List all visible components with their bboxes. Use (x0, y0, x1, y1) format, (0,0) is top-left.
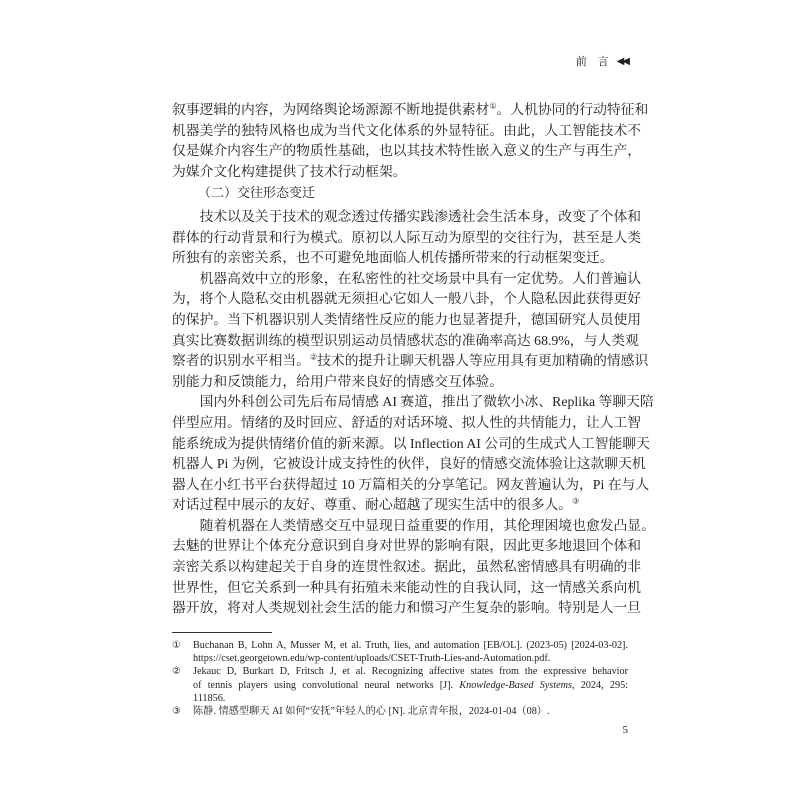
running-header (576, 53, 628, 69)
text-segment: 群体的行动背景和行为模式。原初以人际互动为原型的交往行为，甚至是人类 (172, 229, 642, 245)
text-segment: 仅是媒介内容生产的物质性基础，也以其技术特性嵌入意义的生产与再生产， (172, 143, 642, 159)
footnote-divider (172, 632, 272, 633)
text-line (172, 454, 646, 475)
text-segment: 察者的识别水平相当。 (172, 353, 310, 369)
footnote-number: ① (172, 640, 181, 651)
text-segment: 技术以及关于技术的观念透过传播实践渗透社会生活本身，改变了个体和 (199, 208, 642, 224)
footnote-line: https://cset.georgetown.edu/wp-content/uploads/CSET-Truth-Lies-and-Automation.pdf. (193, 653, 551, 665)
footnote (172, 639, 628, 665)
text-segment: 器人在小红书平台获得超过 10 万篇相关的分享笔记。网友普遍认为，Pi 在与人 (172, 476, 650, 492)
page-number: 5 (622, 724, 628, 736)
text-line (172, 228, 642, 249)
text-segment: 去魅的世界让个体充分意识到自身对世界的影响有限，因此更多地退回个体和 (172, 538, 642, 554)
text-segment: 机器高效中立的形象，在私密性的社交场景中具有一定优势。人们普遍认 (199, 270, 642, 286)
paragraph (172, 207, 642, 269)
text-line (172, 372, 628, 393)
text-segment: 伴型应用。情绪的及时回应、舒适的对话环境、拟人性的共情能力，让人工智 (172, 414, 642, 430)
paragraph (172, 516, 655, 619)
text-segment: 所独有的亲密关系，也不可避免地面临人机传播所带来的行动框架变迁。 (172, 250, 614, 266)
paragraph (172, 392, 654, 516)
text-segment: 。人机协同的行动特征和 (496, 102, 649, 117)
footnote-number: ③ (172, 706, 181, 718)
arrow-left-icon: ◀◀ (616, 55, 628, 67)
footnote-line: 陈静. 情感型聊天 AI 如何“安抚”年轻人的心 [N]. 北京青年报，2024-01-04（08）. (193, 706, 550, 718)
text-line (172, 121, 642, 142)
footnote-number: ② (172, 666, 181, 678)
text-line (172, 495, 628, 516)
text-line (172, 141, 642, 162)
text-line (172, 331, 639, 352)
footnote-line: Buchanan B, Lohn A, Musser M, et al. Truth, lies, and automation [EB/OL]. (2023-05) [2024-03-02]. (193, 640, 628, 651)
text-line (172, 100, 649, 121)
text-line (172, 392, 654, 413)
text-line (172, 598, 642, 619)
footnotes (172, 639, 628, 718)
footnote-marker: ① (489, 101, 497, 111)
section-heading: （二）交往形态变迁 (198, 186, 316, 202)
text-segment: 的保护。当下机器识别人类情绪性反应的能力也显著提升，德国研究人员使用 (172, 311, 642, 327)
text-segment: 叙事逻辑的内容，为网络舆论场源源不断地提供素材 (172, 102, 490, 117)
body-text (172, 100, 655, 619)
text-segment: 随着机器在人类情感交互中显现日益重要的作用，其伦理困境也愈发凸显。 (199, 517, 655, 533)
text-segment: 国内外科创公司先后布局情感 AI 赛道，推出了微软小冰、Replika 等聊天陪 (199, 394, 654, 410)
text-segment: 别能力和反馈能力，给用户带来良好的情感交互体验。 (172, 373, 504, 389)
paragraph (172, 269, 649, 393)
text-segment: 为，将个人隐私交由机器就无须担心它如人一般八卦，个人隐私因此获得更好 (172, 291, 642, 307)
text-line (172, 434, 650, 455)
text-segment: 世界性，但它关系到一种具有拓殖未来能动性的自我认同，这一情感关系向机 (172, 579, 642, 595)
section-title: 前 言 (575, 56, 613, 68)
text-segment: 机器人 Pi 为例，它被设计成支持性的伙伴，良好的情感交流体验让这款聊天机 (172, 456, 646, 472)
paragraph (172, 100, 649, 182)
text-line (172, 413, 642, 434)
text-line (172, 162, 628, 183)
text-line (172, 310, 642, 331)
text-segment: 能系统成为提供情绪价值的新来源。以 Inflection AI 公司的生成式人工智能聊天 (172, 435, 650, 451)
text-segment: 亲密关系以构建起关于自身的连贯性叙述。据此，虽然私密情感具有明确的非 (172, 559, 642, 575)
text-segment: 器开放，将对人类规划社会生活的能力和惯习产生复杂的影响。特别是人一旦 (172, 600, 642, 616)
text-line (172, 351, 649, 372)
text-segment: 对话过程中展示的友好、尊重、耐心超越了现实生活中的很多人。 (172, 497, 573, 513)
footnote-line: 111856. (193, 692, 226, 704)
text-line (172, 516, 655, 537)
text-line (172, 248, 628, 269)
text-line (172, 557, 642, 578)
footnote (172, 665, 628, 705)
text-line (172, 289, 642, 310)
footnote-line: of tennis players using convolutional neural networks [J]. Knowledge-Based Systems, 2024, 295: (193, 679, 628, 691)
text-segment: 为媒介文化构建提供了技术行动框架。 (172, 163, 407, 179)
text-segment: 真实比赛数据训练的模型识别运动员情感状态的准确率高达 68.9%，与人类观 (172, 332, 639, 348)
footnote (172, 705, 628, 718)
text-line (172, 536, 642, 557)
text-segment: 机器美学的独特风格也成为当代文化体系的外显特征。由此，人工智能技术不 (172, 122, 642, 138)
text-line (172, 578, 642, 599)
footnote-line: Jekauc D, Burkart D, Fritsch J, et al. Recognizing affective states from the expressive behavior (193, 666, 628, 678)
text-segment: 技术的提升让聊天机器人等应用具有更加精确的情感识 (317, 353, 649, 369)
text-line (172, 207, 642, 228)
footnote-marker: ③ (572, 496, 580, 506)
text-line (172, 475, 650, 496)
text-line (172, 269, 642, 290)
footnote-marker: ② (309, 352, 318, 362)
